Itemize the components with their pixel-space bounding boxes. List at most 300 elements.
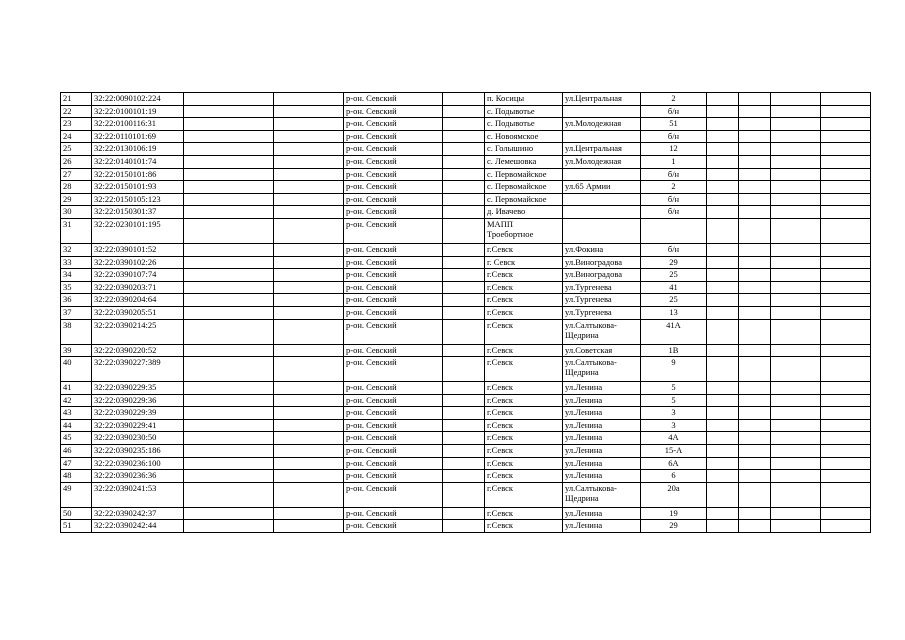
street-cell: ул.Ленина xyxy=(563,520,641,533)
empty-cell xyxy=(707,520,739,533)
empty-cell xyxy=(274,206,344,219)
empty-cell xyxy=(443,382,485,395)
table-row xyxy=(61,181,871,194)
row-number-cell: 39 xyxy=(61,344,92,357)
empty-cell xyxy=(707,457,739,470)
empty-cell xyxy=(443,105,485,118)
empty-cell xyxy=(739,256,771,269)
street-cell: ул.Тургенева xyxy=(563,294,641,307)
cadastral-number-cell: 32:22:0390227:389 xyxy=(92,357,184,382)
empty-cell xyxy=(821,344,871,357)
empty-cell xyxy=(184,168,274,181)
district-cell: р-он. Севский xyxy=(344,218,443,243)
empty-cell xyxy=(739,419,771,432)
empty-cell xyxy=(184,269,274,282)
empty-cell xyxy=(739,432,771,445)
street-cell: ул.Ленина xyxy=(563,394,641,407)
empty-cell xyxy=(739,306,771,319)
empty-cell xyxy=(184,256,274,269)
locality-cell: г.Севск xyxy=(485,445,563,458)
district-cell: р-он. Севский xyxy=(344,143,443,156)
empty-cell xyxy=(707,206,739,219)
empty-cell xyxy=(184,105,274,118)
empty-cell xyxy=(771,520,821,533)
cadastral-number-cell: 32:22:0100101:19 xyxy=(92,105,184,118)
empty-cell xyxy=(707,470,739,483)
table-row xyxy=(61,306,871,319)
empty-cell xyxy=(274,507,344,520)
cadastral-number-cell: 32:22:0390229:36 xyxy=(92,394,184,407)
table-row xyxy=(61,243,871,256)
locality-cell: г.Севск xyxy=(485,269,563,282)
cadastral-number-cell: 32:22:0390229:35 xyxy=(92,382,184,395)
locality-cell: г.Севск xyxy=(485,319,563,344)
empty-cell xyxy=(443,206,485,219)
empty-cell xyxy=(771,181,821,194)
row-number-cell: 37 xyxy=(61,306,92,319)
district-cell: р-он. Севский xyxy=(344,206,443,219)
empty-cell xyxy=(274,294,344,307)
cadastral-number-cell: 32:22:0150105:123 xyxy=(92,193,184,206)
empty-cell xyxy=(707,382,739,395)
empty-cell xyxy=(771,382,821,395)
empty-cell xyxy=(707,482,739,507)
empty-cell xyxy=(821,193,871,206)
empty-cell xyxy=(707,407,739,420)
street-cell xyxy=(563,193,641,206)
district-cell: р-он. Севский xyxy=(344,344,443,357)
empty-cell xyxy=(184,507,274,520)
cadastral-number-cell: 32:22:0150101:93 xyxy=(92,181,184,194)
empty-cell xyxy=(771,482,821,507)
empty-cell xyxy=(274,382,344,395)
empty-cell xyxy=(707,419,739,432)
empty-cell xyxy=(739,93,771,106)
empty-cell xyxy=(707,243,739,256)
house-number-cell: б/н xyxy=(641,193,707,206)
empty-cell xyxy=(771,118,821,131)
empty-cell xyxy=(707,394,739,407)
empty-cell xyxy=(821,143,871,156)
empty-cell xyxy=(184,143,274,156)
house-number-cell: 1 xyxy=(641,155,707,168)
empty-cell xyxy=(443,407,485,420)
empty-cell xyxy=(707,130,739,143)
empty-cell xyxy=(821,181,871,194)
district-cell: р-он. Севский xyxy=(344,168,443,181)
empty-cell xyxy=(821,470,871,483)
locality-cell: г.Севск xyxy=(485,407,563,420)
empty-cell xyxy=(443,507,485,520)
district-cell: р-он. Севский xyxy=(344,394,443,407)
table-row xyxy=(61,407,871,420)
empty-cell xyxy=(274,520,344,533)
empty-cell xyxy=(771,407,821,420)
empty-cell xyxy=(184,294,274,307)
table-row xyxy=(61,419,871,432)
empty-cell xyxy=(443,130,485,143)
empty-cell xyxy=(739,168,771,181)
empty-cell xyxy=(771,394,821,407)
house-number-cell: 20а xyxy=(641,482,707,507)
house-number-cell: 25 xyxy=(641,269,707,282)
empty-cell xyxy=(707,306,739,319)
empty-cell xyxy=(771,105,821,118)
locality-cell: г.Севск xyxy=(485,294,563,307)
empty-cell xyxy=(821,407,871,420)
empty-cell xyxy=(821,93,871,106)
cadastral-number-cell: 32:22:0150301:37 xyxy=(92,206,184,219)
district-cell: р-он. Севский xyxy=(344,407,443,420)
table-row xyxy=(61,269,871,282)
locality-cell: с. Первомайское xyxy=(485,181,563,194)
empty-cell xyxy=(707,118,739,131)
house-number-cell: б/н xyxy=(641,105,707,118)
row-number-cell: 41 xyxy=(61,382,92,395)
cadastral-number-cell: 32:22:0390220:52 xyxy=(92,344,184,357)
cadastral-number-cell: 32:22:0110101:69 xyxy=(92,130,184,143)
empty-cell xyxy=(739,445,771,458)
empty-cell xyxy=(443,193,485,206)
empty-cell xyxy=(274,168,344,181)
empty-cell xyxy=(771,294,821,307)
locality-cell: с. Подывотье xyxy=(485,118,563,131)
house-number-cell: 6 xyxy=(641,470,707,483)
district-cell: р-он. Севский xyxy=(344,357,443,382)
street-cell: ул.Ленина xyxy=(563,445,641,458)
empty-cell xyxy=(274,445,344,458)
empty-cell xyxy=(771,269,821,282)
empty-cell xyxy=(821,507,871,520)
row-number-cell: 49 xyxy=(61,482,92,507)
empty-cell xyxy=(771,457,821,470)
locality-cell: г.Севск xyxy=(485,306,563,319)
house-number-cell: 29 xyxy=(641,256,707,269)
cadastral-number-cell: 32:22:0390205:51 xyxy=(92,306,184,319)
row-number-cell: 38 xyxy=(61,319,92,344)
empty-cell xyxy=(707,105,739,118)
empty-cell xyxy=(707,445,739,458)
row-number-cell: 31 xyxy=(61,218,92,243)
cadastral-number-cell: 32:22:0140101:74 xyxy=(92,155,184,168)
empty-cell xyxy=(739,294,771,307)
empty-cell xyxy=(274,193,344,206)
row-number-cell: 23 xyxy=(61,118,92,131)
empty-cell xyxy=(274,243,344,256)
empty-cell xyxy=(821,218,871,243)
table-row xyxy=(61,382,871,395)
empty-cell xyxy=(443,306,485,319)
empty-cell xyxy=(707,218,739,243)
locality-cell: г.Севск xyxy=(485,482,563,507)
district-cell: р-он. Севский xyxy=(344,382,443,395)
empty-cell xyxy=(274,256,344,269)
empty-cell xyxy=(184,306,274,319)
row-number-cell: 40 xyxy=(61,357,92,382)
row-number-cell: 27 xyxy=(61,168,92,181)
cadastral-number-cell: 32:22:0390236:36 xyxy=(92,470,184,483)
empty-cell xyxy=(184,470,274,483)
row-number-cell: 42 xyxy=(61,394,92,407)
street-cell: ул.Ленина xyxy=(563,419,641,432)
empty-cell xyxy=(739,382,771,395)
empty-cell xyxy=(739,507,771,520)
locality-cell: с. Новоямское xyxy=(485,130,563,143)
cadastral-number-cell: 32:22:0390241:53 xyxy=(92,482,184,507)
cadastral-number-cell: 32:22:0390229:41 xyxy=(92,419,184,432)
house-number-cell: б/н xyxy=(641,168,707,181)
empty-cell xyxy=(184,357,274,382)
row-number-cell: 43 xyxy=(61,407,92,420)
table-row xyxy=(61,357,871,382)
empty-cell xyxy=(274,482,344,507)
empty-cell xyxy=(443,457,485,470)
empty-cell xyxy=(821,319,871,344)
empty-cell xyxy=(443,155,485,168)
house-number-cell: 4А xyxy=(641,432,707,445)
house-number-cell: б/н xyxy=(641,130,707,143)
cadastral-number-cell: 32:22:0130106:19 xyxy=(92,143,184,156)
table-row xyxy=(61,206,871,219)
district-cell: р-он. Севский xyxy=(344,269,443,282)
empty-cell xyxy=(707,143,739,156)
empty-cell xyxy=(739,281,771,294)
empty-cell xyxy=(771,419,821,432)
locality-cell: г.Севск xyxy=(485,507,563,520)
empty-cell xyxy=(771,218,821,243)
empty-cell xyxy=(184,93,274,106)
table-row xyxy=(61,445,871,458)
empty-cell xyxy=(739,457,771,470)
street-cell: ул.Салтыкова-Щедрина xyxy=(563,357,641,382)
district-cell: р-он. Севский xyxy=(344,520,443,533)
row-number-cell: 25 xyxy=(61,143,92,156)
empty-cell xyxy=(184,457,274,470)
table-row xyxy=(61,256,871,269)
cadastral-number-cell: 32:22:0390236:100 xyxy=(92,457,184,470)
street-cell xyxy=(563,130,641,143)
empty-cell xyxy=(443,394,485,407)
empty-cell xyxy=(184,482,274,507)
empty-cell xyxy=(274,155,344,168)
district-cell: р-он. Севский xyxy=(344,181,443,194)
street-cell: ул.Молодежная xyxy=(563,118,641,131)
empty-cell xyxy=(443,118,485,131)
empty-cell xyxy=(707,93,739,106)
table-row xyxy=(61,394,871,407)
street-cell: ул.Ленина xyxy=(563,470,641,483)
district-cell: р-он. Севский xyxy=(344,507,443,520)
row-number-cell: 34 xyxy=(61,269,92,282)
empty-cell xyxy=(443,294,485,307)
empty-cell xyxy=(771,507,821,520)
empty-cell xyxy=(184,243,274,256)
street-cell: ул.Салтыкова-Щедрина xyxy=(563,482,641,507)
empty-cell xyxy=(739,243,771,256)
empty-cell xyxy=(184,520,274,533)
district-cell: р-он. Севский xyxy=(344,243,443,256)
empty-cell xyxy=(707,281,739,294)
house-number-cell: 51 xyxy=(641,118,707,131)
table-row xyxy=(61,118,871,131)
empty-cell xyxy=(184,382,274,395)
locality-cell: п. Косицы xyxy=(485,93,563,106)
house-number-cell: б/н xyxy=(641,243,707,256)
table-row xyxy=(61,155,871,168)
street-cell: ул.Ленина xyxy=(563,407,641,420)
table-row xyxy=(61,319,871,344)
empty-cell xyxy=(771,306,821,319)
house-number-cell: 19 xyxy=(641,507,707,520)
empty-cell xyxy=(821,269,871,282)
empty-cell xyxy=(443,243,485,256)
house-number-cell: 9 xyxy=(641,357,707,382)
locality-cell: г.Севск xyxy=(485,432,563,445)
locality-cell: д. Ивачево xyxy=(485,206,563,219)
cadastral-number-cell: 32:22:0390107:74 xyxy=(92,269,184,282)
district-cell: р-он. Севский xyxy=(344,256,443,269)
empty-cell xyxy=(821,445,871,458)
empty-cell xyxy=(821,432,871,445)
house-number-cell: 25 xyxy=(641,294,707,307)
locality-cell: г.Севск xyxy=(485,344,563,357)
district-cell: р-он. Севский xyxy=(344,306,443,319)
empty-cell xyxy=(707,507,739,520)
empty-cell xyxy=(739,130,771,143)
empty-cell xyxy=(771,206,821,219)
cadastral-number-cell: 32:22:0100116:31 xyxy=(92,118,184,131)
property-register-table xyxy=(60,92,871,533)
empty-cell xyxy=(184,181,274,194)
empty-cell xyxy=(707,168,739,181)
locality-cell: г.Севск xyxy=(485,281,563,294)
district-cell: р-он. Севский xyxy=(344,432,443,445)
empty-cell xyxy=(771,445,821,458)
empty-cell xyxy=(184,118,274,131)
district-cell: р-он. Севский xyxy=(344,105,443,118)
empty-cell xyxy=(274,281,344,294)
street-cell xyxy=(563,206,641,219)
empty-cell xyxy=(443,93,485,106)
house-number-cell: 3 xyxy=(641,419,707,432)
cadastral-number-cell: 32:22:0230101:195 xyxy=(92,218,184,243)
district-cell: р-он. Севский xyxy=(344,470,443,483)
empty-cell xyxy=(184,419,274,432)
district-cell: р-он. Севский xyxy=(344,281,443,294)
empty-cell xyxy=(771,281,821,294)
house-number-cell: 29 xyxy=(641,520,707,533)
district-cell: р-он. Севский xyxy=(344,294,443,307)
empty-cell xyxy=(821,281,871,294)
district-cell: р-он. Севский xyxy=(344,118,443,131)
empty-cell xyxy=(739,206,771,219)
house-number-cell: 15-А xyxy=(641,445,707,458)
empty-cell xyxy=(707,256,739,269)
empty-cell xyxy=(739,394,771,407)
locality-cell: МАПП Троебортное xyxy=(485,218,563,243)
empty-cell xyxy=(771,470,821,483)
cadastral-number-cell: 32:22:0150101:86 xyxy=(92,168,184,181)
empty-cell xyxy=(184,445,274,458)
empty-cell xyxy=(443,445,485,458)
empty-cell xyxy=(707,269,739,282)
cadastral-number-cell: 32:22:0390214:25 xyxy=(92,319,184,344)
empty-cell xyxy=(821,357,871,382)
locality-cell: с. Первомайское xyxy=(485,168,563,181)
locality-cell: г.Севск xyxy=(485,419,563,432)
table-row xyxy=(61,281,871,294)
cadastral-number-cell: 32:22:0390242:44 xyxy=(92,520,184,533)
street-cell: ул.Салтыкова-Щедрина xyxy=(563,319,641,344)
empty-cell xyxy=(739,319,771,344)
cadastral-number-cell: 32:22:0390203:71 xyxy=(92,281,184,294)
locality-cell: г.Севск xyxy=(485,357,563,382)
empty-cell xyxy=(443,256,485,269)
empty-cell xyxy=(821,419,871,432)
table-row xyxy=(61,470,871,483)
empty-cell xyxy=(821,394,871,407)
empty-cell xyxy=(443,143,485,156)
row-number-cell: 46 xyxy=(61,445,92,458)
empty-cell xyxy=(821,243,871,256)
empty-cell xyxy=(707,155,739,168)
empty-cell xyxy=(739,218,771,243)
table-body xyxy=(61,93,871,533)
house-number-cell xyxy=(641,218,707,243)
empty-cell xyxy=(274,419,344,432)
empty-cell xyxy=(739,344,771,357)
cadastral-number-cell: 32:22:0390102:26 xyxy=(92,256,184,269)
street-cell: ул.Центральная xyxy=(563,93,641,106)
row-number-cell: 35 xyxy=(61,281,92,294)
empty-cell xyxy=(184,130,274,143)
row-number-cell: 50 xyxy=(61,507,92,520)
empty-cell xyxy=(274,432,344,445)
empty-cell xyxy=(443,269,485,282)
empty-cell xyxy=(707,193,739,206)
empty-cell xyxy=(821,168,871,181)
cadastral-number-cell: 32:22:0090102:224 xyxy=(92,93,184,106)
empty-cell xyxy=(771,256,821,269)
empty-cell xyxy=(184,155,274,168)
empty-cell xyxy=(771,319,821,344)
empty-cell xyxy=(274,130,344,143)
empty-cell xyxy=(821,105,871,118)
empty-cell xyxy=(739,105,771,118)
empty-cell xyxy=(821,206,871,219)
empty-cell xyxy=(771,168,821,181)
empty-cell xyxy=(443,344,485,357)
locality-cell: с. Лемешовка xyxy=(485,155,563,168)
street-cell: ул.Центральная xyxy=(563,143,641,156)
empty-cell xyxy=(274,394,344,407)
empty-cell xyxy=(771,143,821,156)
table-row xyxy=(61,143,871,156)
empty-cell xyxy=(443,470,485,483)
street-cell: ул.Ленина xyxy=(563,507,641,520)
empty-cell xyxy=(821,520,871,533)
street-cell: ул.Тургенева xyxy=(563,306,641,319)
empty-cell xyxy=(184,344,274,357)
table-row xyxy=(61,168,871,181)
empty-cell xyxy=(443,218,485,243)
empty-cell xyxy=(771,130,821,143)
street-cell: ул.Советская xyxy=(563,344,641,357)
row-number-cell: 44 xyxy=(61,419,92,432)
empty-cell xyxy=(739,155,771,168)
empty-cell xyxy=(184,394,274,407)
empty-cell xyxy=(821,306,871,319)
